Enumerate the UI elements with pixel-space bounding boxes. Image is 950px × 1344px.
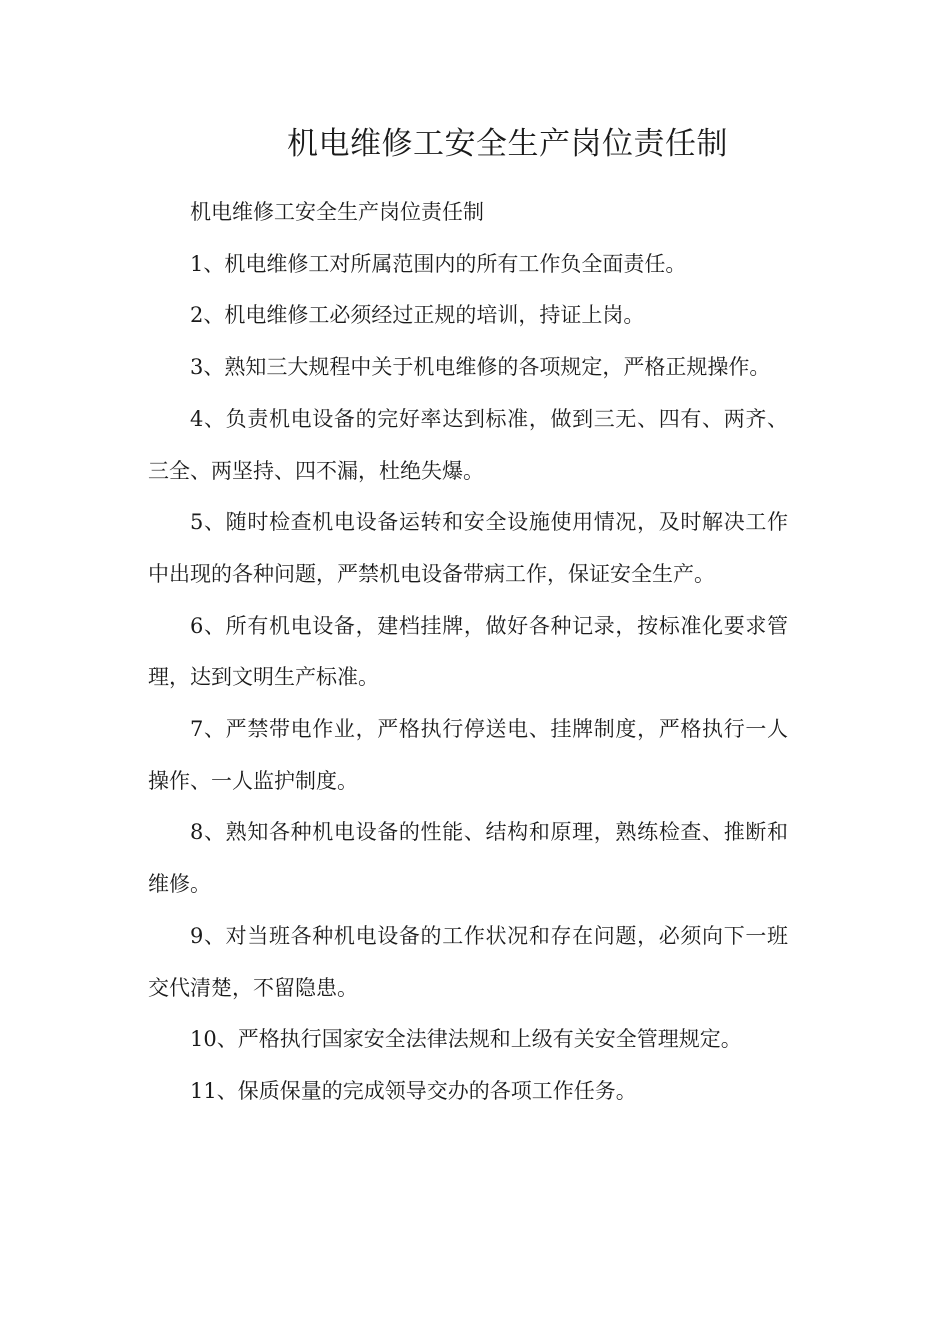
paragraph-item-4: 4、负责机电设备的完好率达到标准，做到三无、四有、两齐、三全、两坚持、四不漏，杜绝失爆。 [148,406,788,483]
paragraph-item-8: 8、熟知各种机电设备的性能、结构和原理，熟练检查、推断和维修。 [148,820,788,897]
paragraph-item-2: 2、机电维修工必须经过正规的培训，持证上岗。 [190,303,645,328]
document-title: 机电维修工安全生产岗位责任制 [287,126,728,162]
document-body [148,187,788,1118]
paragraph-item-6: 6、所有机电设备，建档挂牌，做好各种记录，按标准化要求管理，达到文明生产标准。 [148,613,788,690]
paragraph-item-10: 10、严格执行国家安全法律法规和上级有关安全管理规定。 [190,1027,742,1052]
paragraph-heading: 机电维修工安全生产岗位责任制 [190,200,484,224]
paragraph-item-3: 3、熟知三大规程中关于机电维修的各项规定，严格正规操作。 [190,355,771,380]
paragraph-item-5: 5、随时检查机电设备运转和安全设施使用情况，及时解决工作中出现的各种问题，严禁机电设备带病工作，保证安全生产。 [148,510,788,586]
paragraph-item-7: 7、严禁带电作业，严格执行停送电、挂牌制度，严格执行一人操作、一人监护制度。 [148,717,788,793]
paragraph-item-11: 11、保质保量的完成领导交办的各项工作任务。 [190,1078,637,1103]
paragraph-item-9: 9、对当班各种机电设备的工作状况和存在问题，必须向下一班交代清楚，不留隐患。 [148,923,788,1000]
paragraph-item-1: 1、机电维修工对所属范围内的所有工作负全面责任。 [190,251,687,276]
